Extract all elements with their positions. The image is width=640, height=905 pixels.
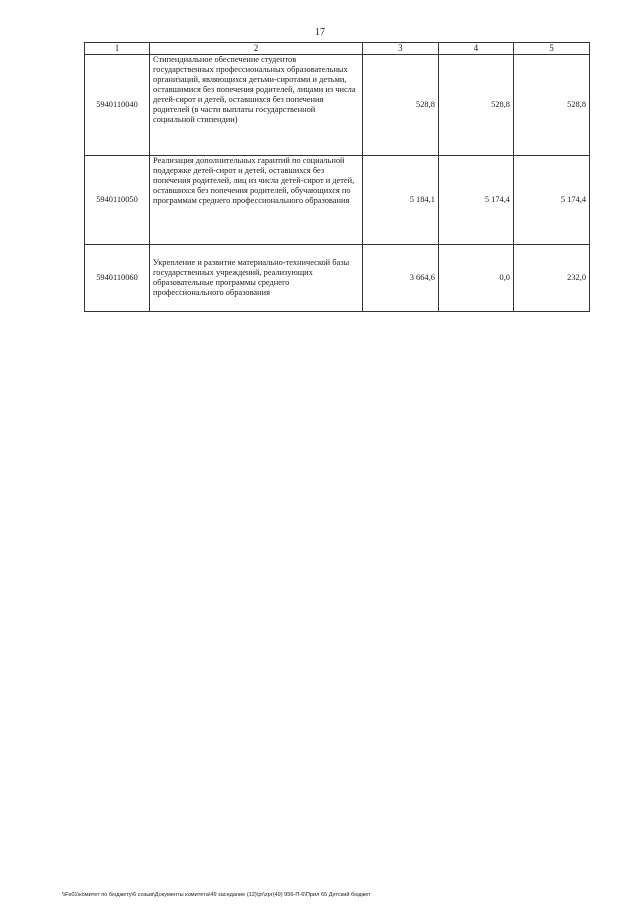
row-code: 5940110040 [85,55,150,156]
row-code: 5940110060 [85,245,150,312]
column-header: 4 [438,43,513,55]
table-row [85,156,590,245]
row-description: Стипендиальное обеспечение студентов государственных профессиональных образовательных организаций, являющихся детьми-сиротами и детьми, оставшимися без попечения родителей, лицами из числа детей-сирот и детей, оставшихся без попечения родителей (в части выплаты государственной социальной стипендии) [150,55,363,156]
row-description: Укрепление и развитие материально-технической базы государственных учреждений, реализующих образовательные программы среднего профессионального образования [150,245,363,312]
column-header: 3 [362,43,438,55]
row-description: Реализация дополнительных гарантий по социальной поддержке детей-сирот и детей, оставшихся без попечения родителей, лиц из числа детей-сирот и детей, оставшихся без попечения родителей, обучающихся по программам среднего профессионального образования [150,156,363,245]
row-value-col5: 5 174,4 [513,156,589,245]
row-value-col5: 232,0 [513,245,589,312]
column-header: 2 [150,43,363,55]
column-header: 1 [85,43,150,55]
row-value-col4: 528,8 [438,55,513,156]
row-value-col3: 5 184,1 [362,156,438,245]
row-value-col5: 528,8 [513,55,589,156]
column-header: 5 [513,43,589,55]
row-value-col4: 5 174,4 [438,156,513,245]
page-number: 17 [315,27,325,38]
row-value-col4: 0,0 [438,245,513,312]
file-path-footer: \\Fs01\комитет по бюджету\6 созыв\Документы комитета\49 заседание (12)\pr\zpr(49) 956-П-6\Прил 65 Детский бюджет [62,892,371,898]
table-header-row [85,43,590,55]
row-value-col3: 528,8 [362,55,438,156]
budget-table [84,42,590,312]
row-value-col3: 3 664,6 [362,245,438,312]
table-row [85,245,590,312]
row-code: 5940110050 [85,156,150,245]
table-row [85,55,590,156]
